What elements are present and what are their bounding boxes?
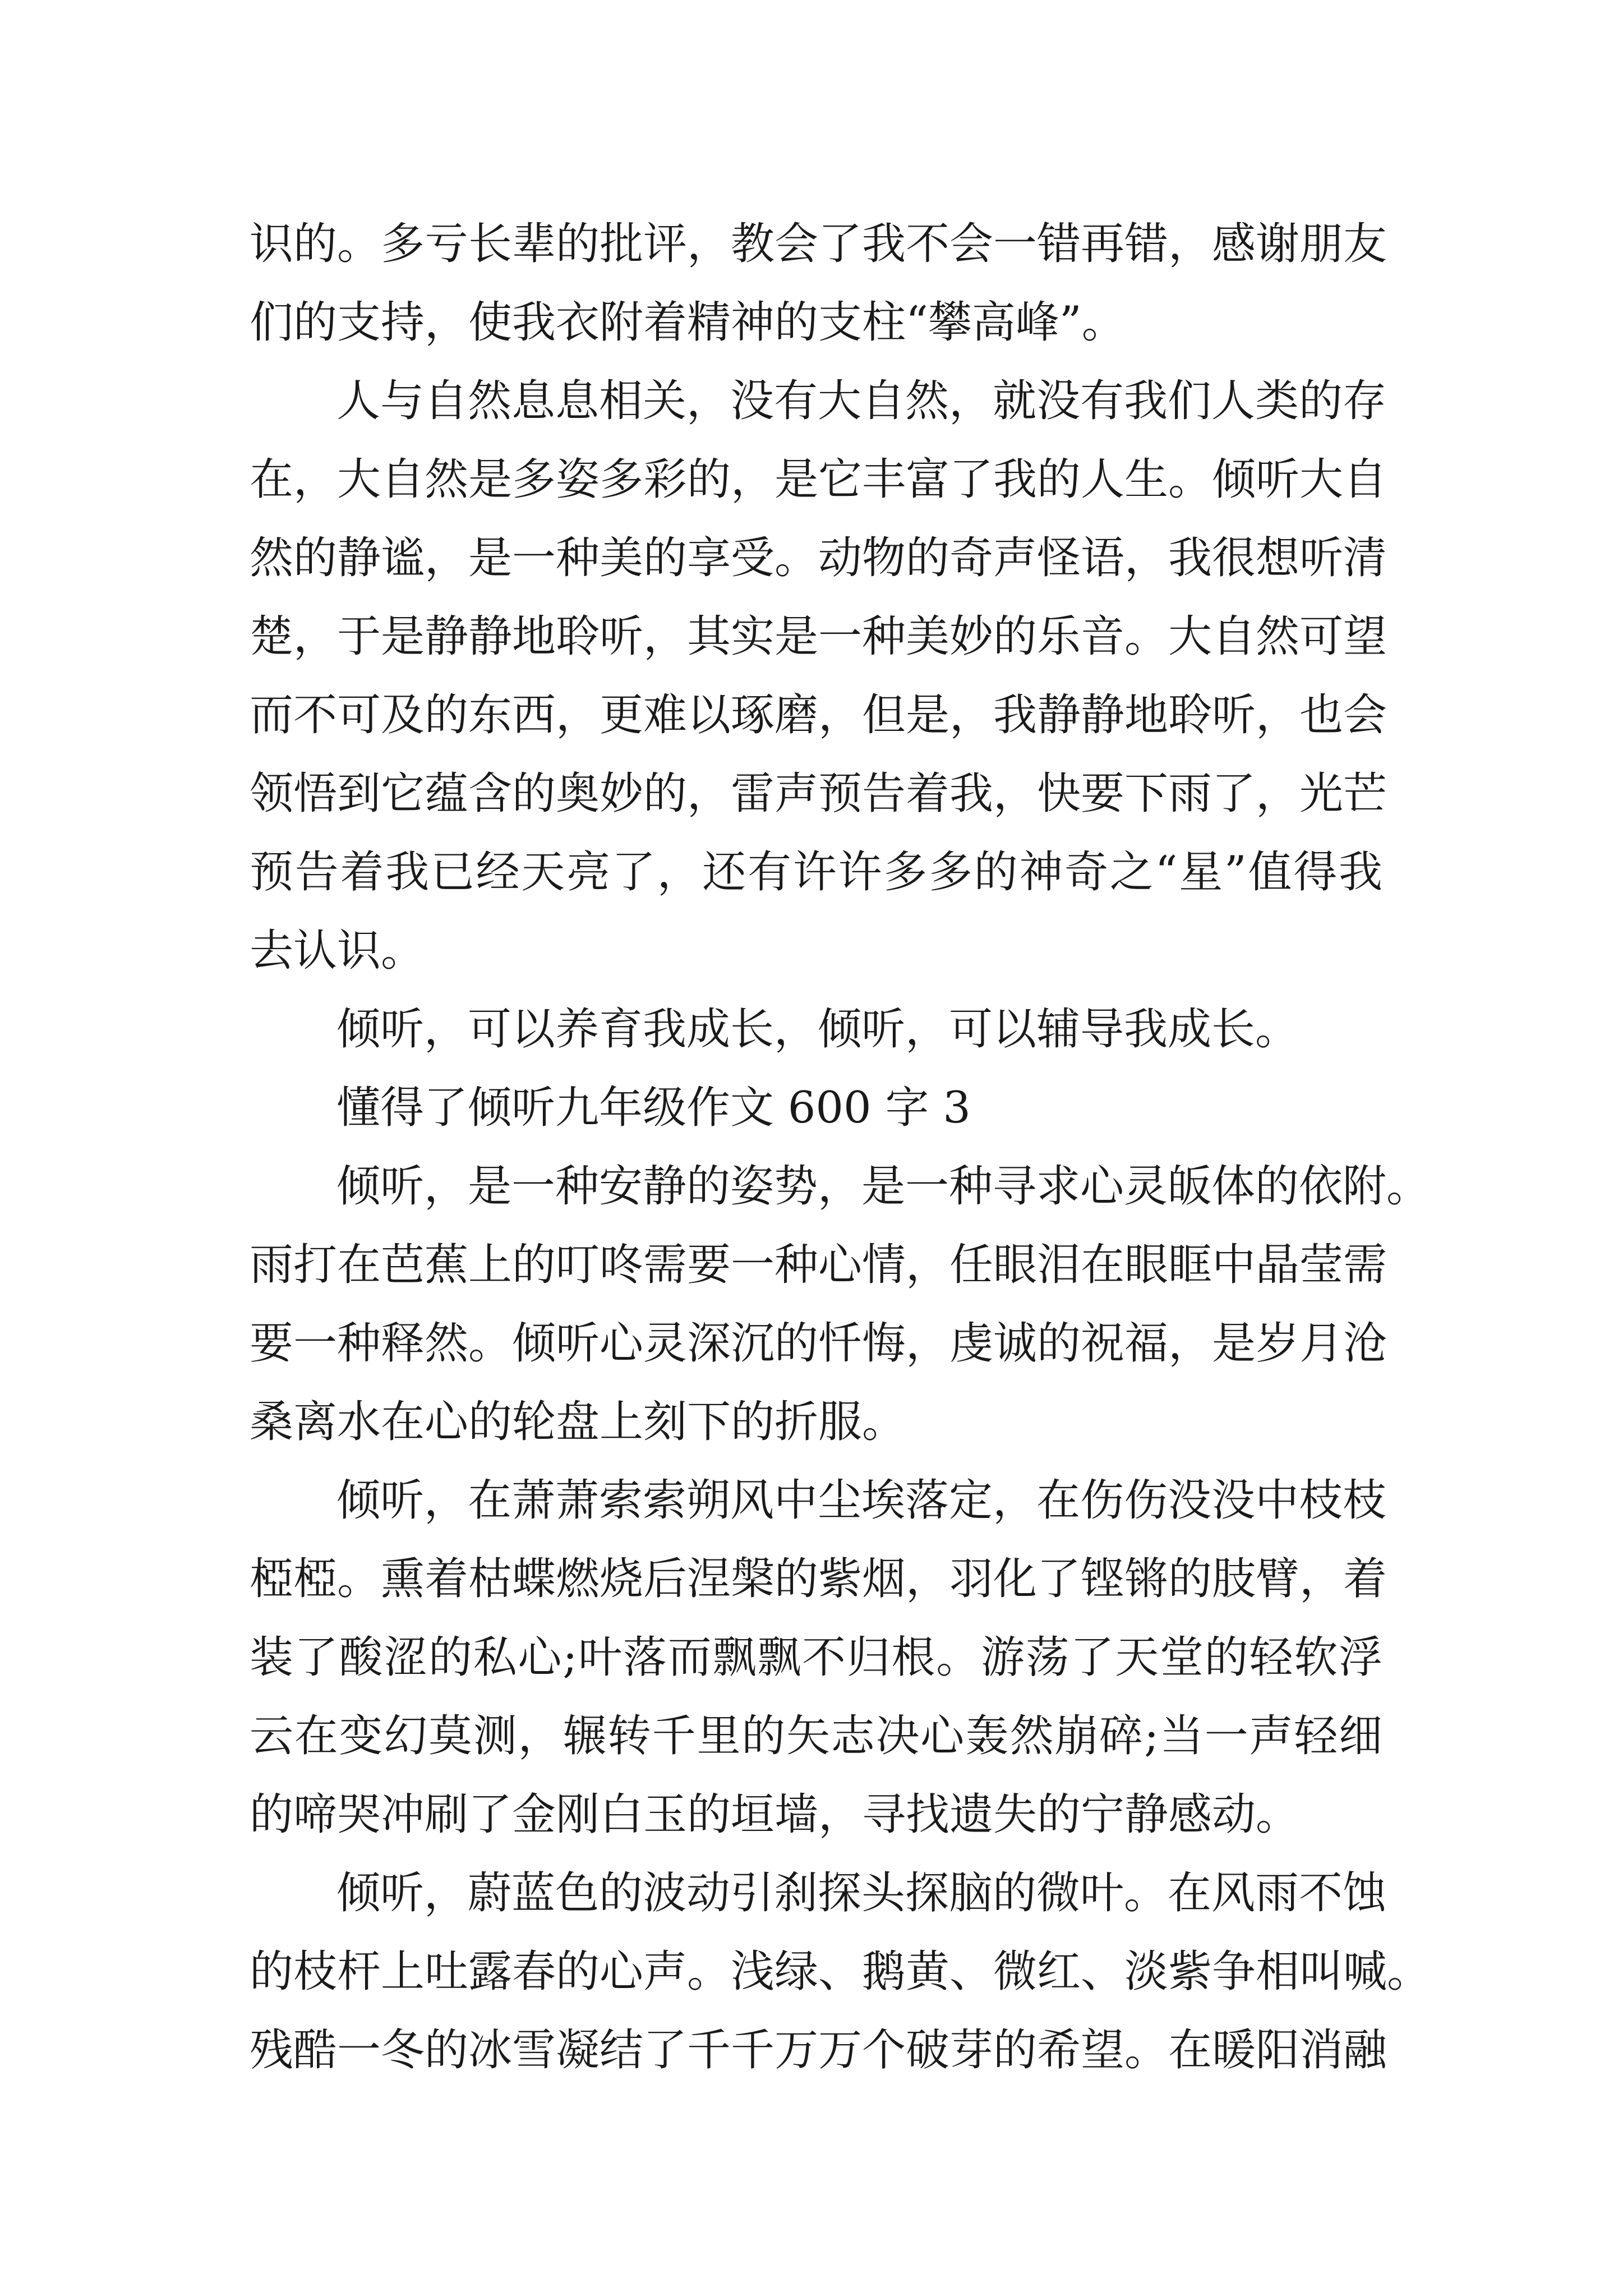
text-line: 残酷一冬的冰雪凝结了千千万万个破芽的希望。在暖阳消融: [250, 2025, 1387, 2076]
text-line: 的啼哭冲刷了金刚白玉的垣墙，寻找遗失的宁静感动。: [250, 1789, 1300, 1840]
text-line: 倾听，可以养育我成长，倾听，可以辅导我成长。: [336, 1004, 1299, 1055]
text-line: 倾听，在萧萧索索朔风中尘埃落定，在伤伤没没中枝枝: [336, 1475, 1387, 1526]
text-line: 要一种释然。倾听心灵深沉的忏悔，虔诚的祝福，是岁月沧: [250, 1318, 1387, 1369]
text-line: 雨打在芭蕉上的叮咚需要一种心情，任眼泪在眼眶中晶莹需: [250, 1240, 1387, 1290]
text-line: 桑离水在心的轮盘上刻下的折服。: [250, 1397, 906, 1447]
text-line: 椏椏。熏着枯蝶燃烧后涅槃的紫烟，羽化了铿锵的肢臂，着: [250, 1554, 1387, 1604]
text-line: 云在变幻莫测，辗转千里的矢志决心轰然崩碎;当一声轻细: [250, 1711, 1382, 1761]
section-heading: 懂得了倾听九年级作文 600 字 3: [336, 1083, 971, 1133]
text-line: 识的。多亏长辈的批评，教会了我不会一错再错，感谢朋友: [250, 219, 1387, 269]
text-line: 倾听，蔚蓝色的波动引刹探头探脑的微叶。在风雨不蚀: [336, 1868, 1387, 1918]
text-line: 楚，于是静静地聆听，其实是一种美妙的乐音。大自然可望: [250, 611, 1387, 662]
text-line: 领悟到它蕴含的奥妙的，雷声预告着我，快要下雨了，光芒: [250, 769, 1387, 819]
text-line: 的枝杆上吐露春的心声。浅绿、鹅黄、微红、淡紫争相叫喊。: [250, 1947, 1431, 1997]
text-line: 装了酸涩的私心;叶落而飘飘不归根。游荡了天堂的轻软浮: [250, 1632, 1382, 1683]
text-line: 然的静谧，是一种美的享受。动物的奇声怪语，我很想听清: [250, 533, 1387, 583]
text-line: 倾听，是一种安静的姿势，是一种寻求心灵皈体的依附。: [336, 1161, 1431, 1212]
text-line: 去认识。: [250, 926, 425, 976]
text-line: 在，大自然是多姿多彩的，是它丰富了我的人生。倾听大自: [250, 454, 1387, 505]
text-line: 人与自然息息相关，没有大自然，就没有我们人类的存: [336, 376, 1387, 426]
text-line: 预告着我已经天亮了，还有许许多多的神奇之“星”值得我: [250, 847, 1382, 898]
text-line: 们的支持，使我衣附着精神的支柱“攀高峰”。: [250, 297, 1126, 348]
text-line: 而不可及的东西，更难以琢磨，但是，我静静地聆听，也会: [250, 690, 1387, 740]
